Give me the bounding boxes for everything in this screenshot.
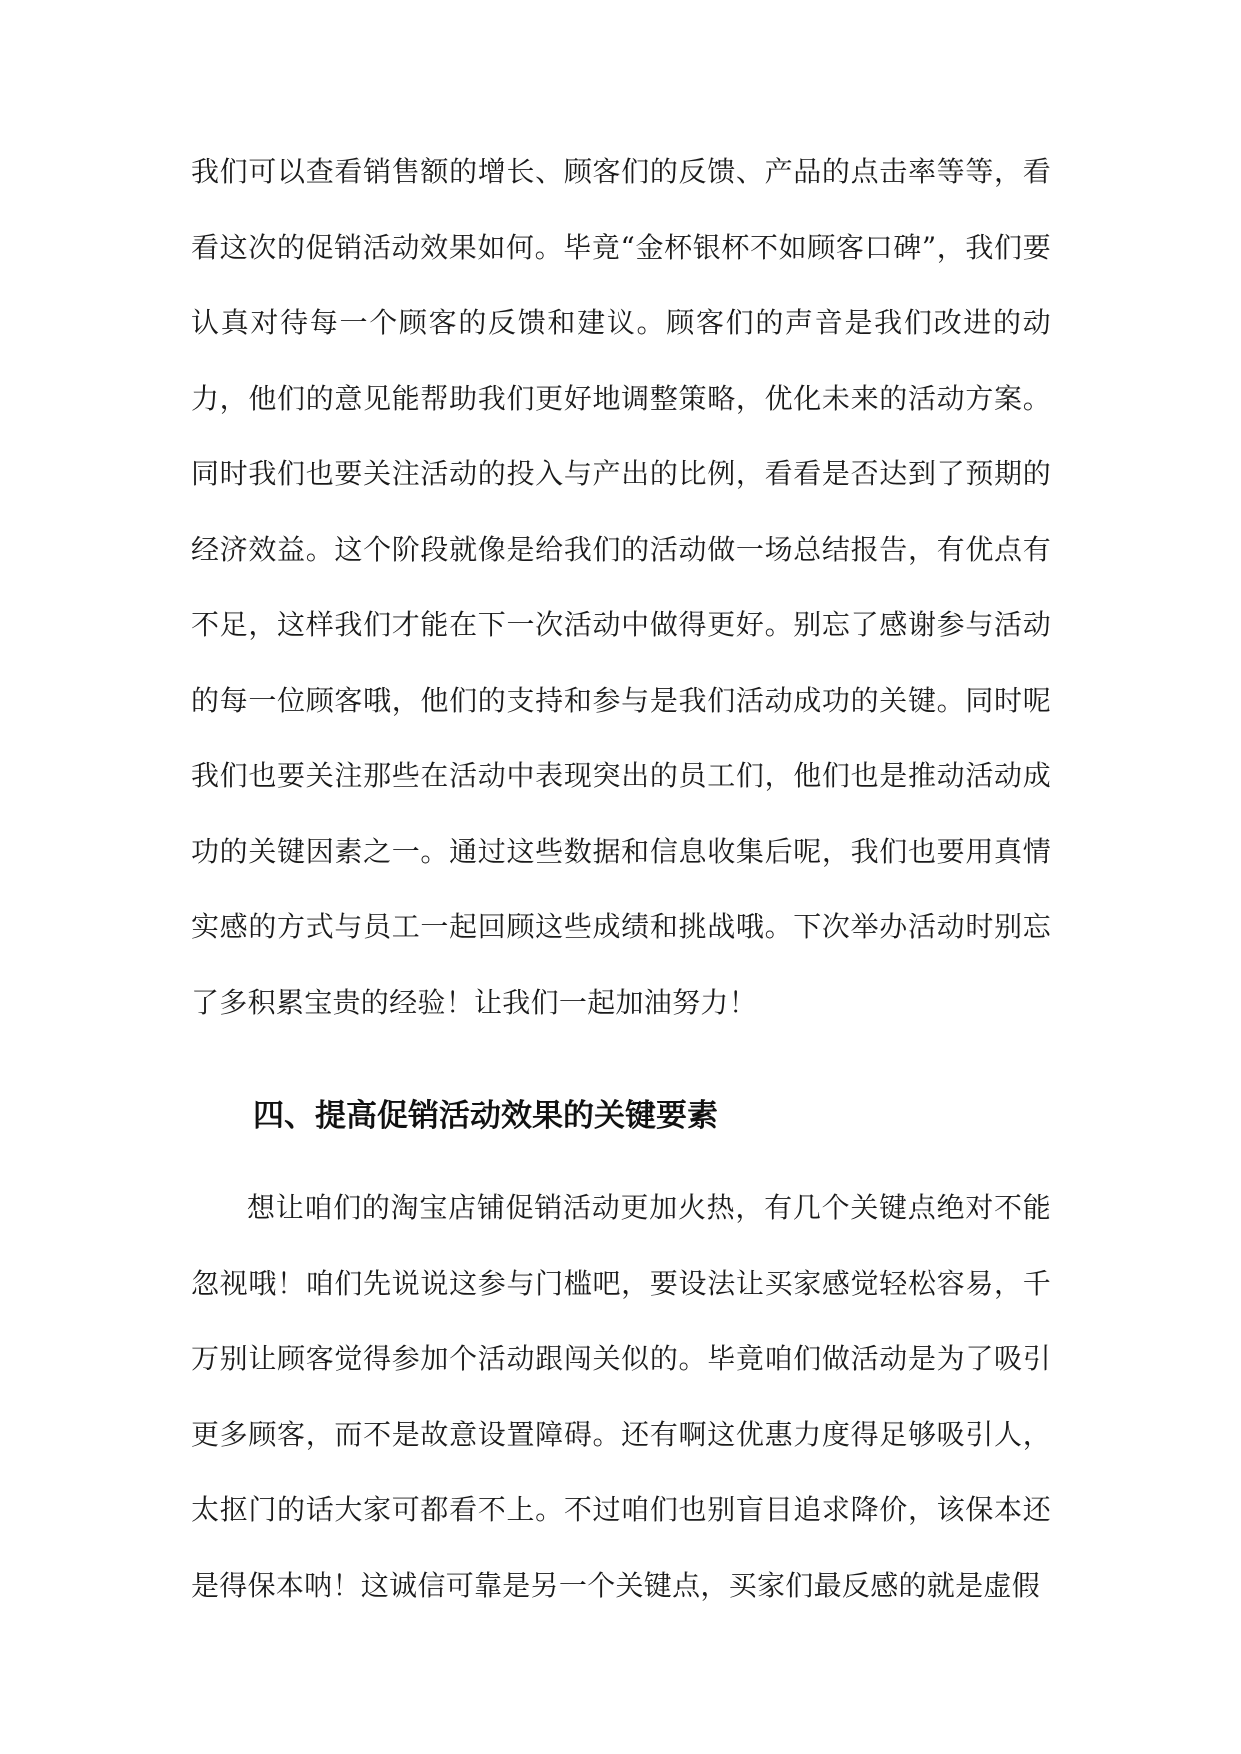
section-heading: 四、提高促销活动效果的关键要素 — [253, 1098, 718, 1134]
body-paragraph-2: 想让咱们的淘宝店铺促销活动更加火热，有几个关键点绝对不能忽视哦！咱们先说说这参与门槛吧，要设法让买家感觉轻松容易，千万别让顾客觉得参加个活动跟闯关似的。毕竟咱们做活动是为了吸引更多顾客，而不是故意设置障碍。还有啊这优惠力度得足够吸引人，太抠门的话大家可都看不上。不过咱们也别盲目追求降价，该保本还是得保本呐！这诚信可靠是另一个关键点，买家们最反感的就是虚假 — [191, 1191, 1051, 1602]
body-paragraph-1: 我们可以查看销售额的增长、顾客们的反馈、产品的点击率等等，看看这次的促销活动效果如何。毕竟“金杯银杯不如顾客口碑”，我们要认真对待每一个顾客的反馈和建议。顾客们的声音是我们改进的动力，他们的意见能帮助我们更好地调整策略，优化未来的活动方案。同时我们也要关注活动的投入与产出的比例，看看是否达到了预期的经济效益。这个阶段就像是给我们的活动做一场总结报告，有优点有不足，这样我们才能在下一次活动中做得更好。别忘了感谢参与活动的每一位顾客哦，他们的支持和参与是我们活动成功的关键。同时呢我们也要关注那些在活动中表现突出的员工们，他们也是推动活动成功的关键因素之一。通过这些数据和信息收集后呢，我们也要用真情实感的方式与员工一起回顾这些成绩和挑战哦。下次举办活动时别忘了多积累宝贵的经验！让我们一起加油努力！ — [191, 155, 1051, 1019]
